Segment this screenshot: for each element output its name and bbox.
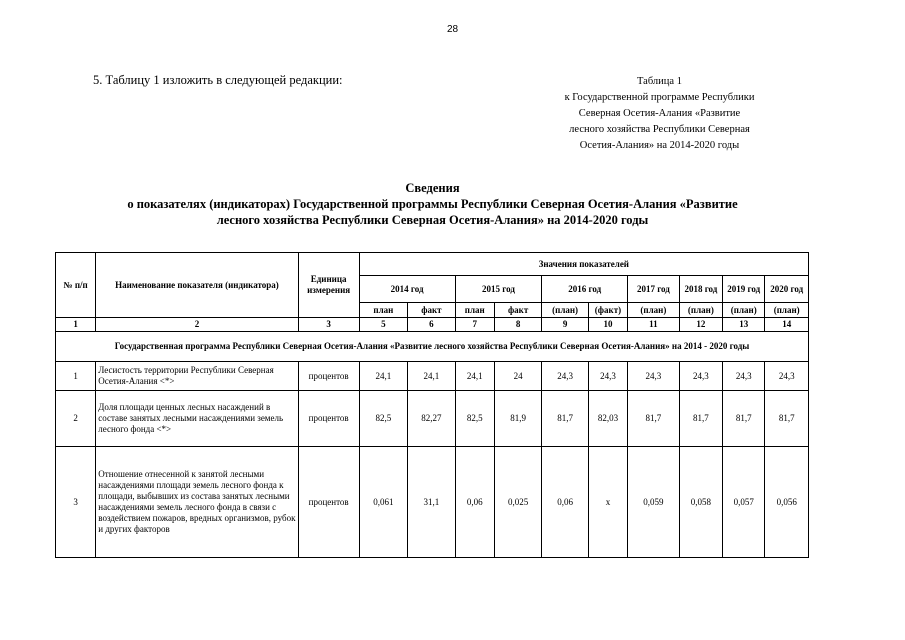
subheader: (план) xyxy=(765,303,809,318)
table-ref-line: лесного хозяйства Республики Северная xyxy=(569,124,750,135)
row-value: 24,3 xyxy=(723,362,765,391)
row-value: 24,1 xyxy=(455,362,494,391)
row-value: 81,9 xyxy=(494,391,542,447)
table-ref-line: Осетия-Алания» на 2014-2020 годы xyxy=(579,140,740,151)
header-year-2018: 2018 год xyxy=(679,276,722,303)
column-number: 6 xyxy=(408,318,456,332)
header-year-2020: 2020 год xyxy=(765,276,809,303)
column-number: 3 xyxy=(298,318,359,332)
row-value: x xyxy=(588,447,627,558)
row-name: Лесистость территории Республики Северная Осетия-Алания <*> xyxy=(96,362,298,391)
column-number: 1 xyxy=(56,318,96,332)
row-value: 82,5 xyxy=(455,391,494,447)
subheader: факт xyxy=(494,303,542,318)
column-number: 5 xyxy=(359,318,408,332)
column-number: 2 xyxy=(96,318,298,332)
subheader: (план) xyxy=(628,303,680,318)
page-number: 28 xyxy=(446,24,459,35)
subheader: (план) xyxy=(542,303,588,318)
row-unit: процентов xyxy=(298,362,359,391)
header-year-2016: 2016 год xyxy=(542,276,628,303)
row-value: 0,056 xyxy=(765,447,809,558)
column-number: 8 xyxy=(494,318,542,332)
row-value: 31,1 xyxy=(408,447,456,558)
row-num: 2 xyxy=(56,391,96,447)
row-value: 24,1 xyxy=(359,362,408,391)
row-value: 24 xyxy=(494,362,542,391)
row-value: 0,06 xyxy=(542,447,588,558)
heading-line: лесного хозяйства Республики Северная Осетия-Алания» на 2014-2020 годы xyxy=(216,213,649,227)
column-number: 13 xyxy=(723,318,765,332)
subheader: (план) xyxy=(723,303,765,318)
row-value: 0,025 xyxy=(494,447,542,558)
table-ref-line: к Государственной программе Республики xyxy=(564,92,755,103)
row-value: 24,3 xyxy=(765,362,809,391)
table-reference xyxy=(527,74,792,154)
indicators-table xyxy=(55,252,809,558)
table-ref-line: Таблица 1 xyxy=(637,76,682,87)
row-value: 24,3 xyxy=(542,362,588,391)
column-number: 10 xyxy=(588,318,627,332)
column-number: 12 xyxy=(679,318,722,332)
row-value: 81,7 xyxy=(679,391,722,447)
row-num: 3 xyxy=(56,447,96,558)
header-year-2019: 2019 год xyxy=(723,276,765,303)
column-number: 11 xyxy=(628,318,680,332)
row-value: 24,3 xyxy=(679,362,722,391)
row-value: 81,7 xyxy=(542,391,588,447)
row-name: Отношение отнесенной к занятой лесными насаждениями площади земель лесного фонда к площади, выбывших из состава занятых лесными насаждениями земель лесного фонда в связи с воздействием пожаров, вредных организмов, рубок и других факторов xyxy=(96,447,298,558)
column-number: 7 xyxy=(455,318,494,332)
table-row xyxy=(56,362,809,391)
table-row xyxy=(56,391,809,447)
row-unit: процентов xyxy=(298,447,359,558)
subheader: план xyxy=(359,303,408,318)
subheader: (факт) xyxy=(588,303,627,318)
row-value: 24,3 xyxy=(628,362,680,391)
subheader: (план) xyxy=(679,303,722,318)
header-year-2014: 2014 год xyxy=(359,276,455,303)
row-value: 24,3 xyxy=(588,362,627,391)
row-value: 0,06 xyxy=(455,447,494,558)
row-value: 81,7 xyxy=(765,391,809,447)
header-num: № п/п xyxy=(56,253,96,318)
subheader: план xyxy=(455,303,494,318)
row-value: 81,7 xyxy=(628,391,680,447)
row-value: 0,057 xyxy=(723,447,765,558)
header-year-2017: 2017 год xyxy=(628,276,680,303)
row-value: 0,058 xyxy=(679,447,722,558)
header-name: Наименование показателя (индикатора) xyxy=(96,253,298,318)
table-row xyxy=(56,447,809,558)
row-value: 82,03 xyxy=(588,391,627,447)
program-row: Государственная программа Республики Северная Осетия-Алания «Развитие лесного хозяйства Республики Северная Осетия-Алания» на 2014 - 2020 годы xyxy=(56,332,809,362)
row-value: 0,059 xyxy=(628,447,680,558)
column-number: 9 xyxy=(542,318,588,332)
row-value: 0,061 xyxy=(359,447,408,558)
header-unit: Единица измерения xyxy=(298,253,359,318)
header-year-2015: 2015 год xyxy=(455,276,542,303)
row-unit: процентов xyxy=(298,391,359,447)
row-value: 81,7 xyxy=(723,391,765,447)
subheader: факт xyxy=(408,303,456,318)
heading-title: Сведения xyxy=(405,181,460,195)
table-ref-line: Северная Осетия-Алания «Развитие xyxy=(578,108,741,119)
document-heading xyxy=(60,180,805,228)
row-value: 82,27 xyxy=(408,391,456,447)
intro-text: 5. Таблицу 1 изложить в следующей редакции: xyxy=(93,73,343,87)
header-values: Значения показателей xyxy=(359,253,808,276)
row-value: 82,5 xyxy=(359,391,408,447)
heading-line: о показателях (индикаторах) Государственной программы Республики Северная Осетия-Алания «Развитие xyxy=(127,197,738,211)
column-number: 14 xyxy=(765,318,809,332)
row-name: Доля площади ценных лесных насаждений в составе занятых лесными насаждениями земель лесного фонда <*> xyxy=(96,391,298,447)
row-num: 1 xyxy=(56,362,96,391)
row-value: 24,1 xyxy=(408,362,456,391)
